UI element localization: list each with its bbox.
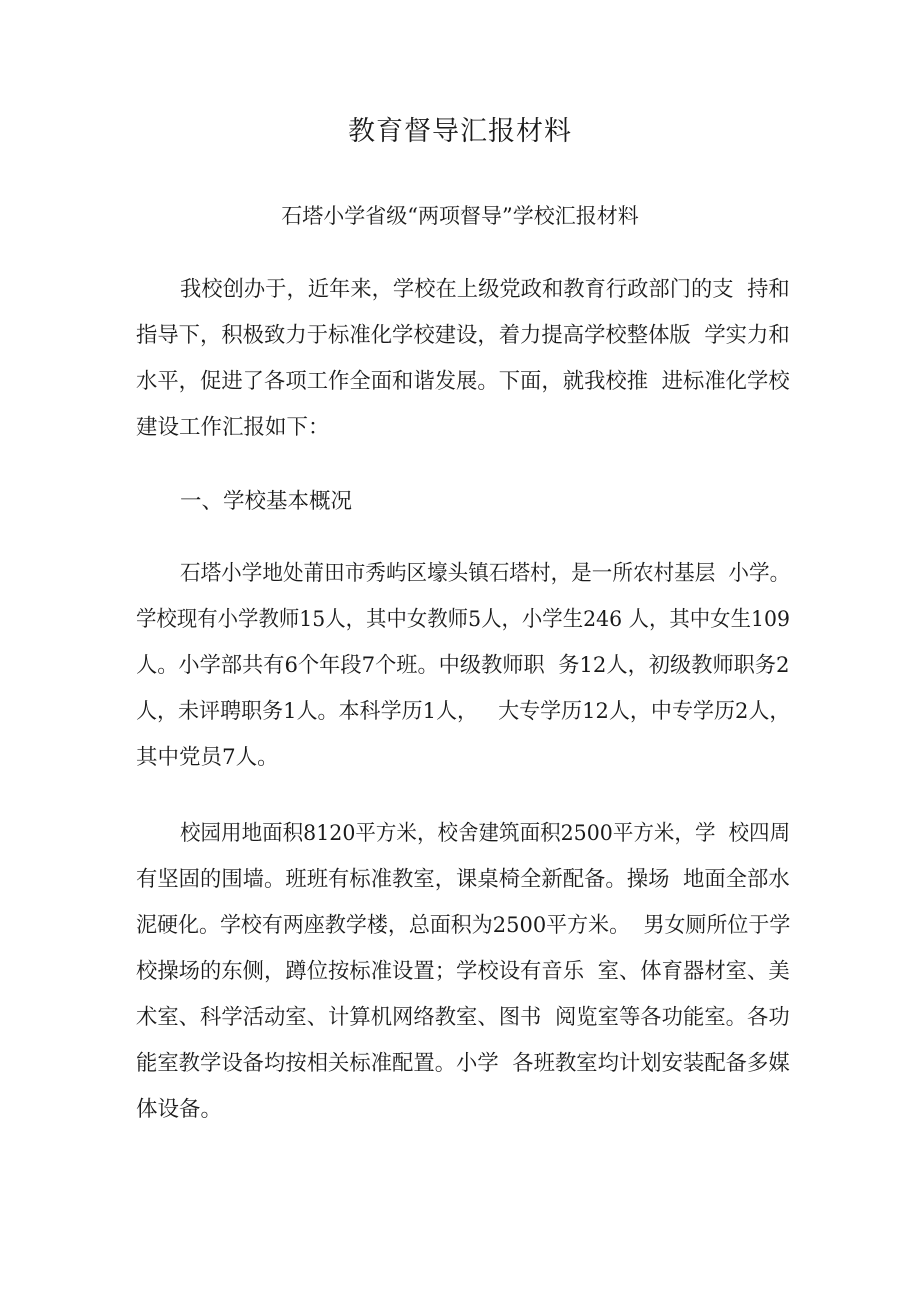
intro-line: 我校创办于，近年来，学校在上级党政和教育行政部门的支 持和 <box>180 277 790 302</box>
intro-line: 指导下，积极致力于标准化学校建设，着力提高学校整体版 学实力和 <box>136 323 790 348</box>
paragraph-line: 有坚固的围墙。班班有标准教室，课桌椅全新配备。操场 地面全部水 <box>136 867 790 892</box>
paragraph-line: 能室教学设备均按相关标准配置。小学 各班教室均计划安装配备多媒 <box>136 1051 790 1076</box>
paragraph-line: 人，未评聘职务1人。本科学历1人， 大专学历12人，中专学历2人， <box>136 699 791 724</box>
paragraph-line: 校园用地面积8120平方米，校舍建筑面积2500平方米，学 校四周 <box>180 821 791 846</box>
paragraph-line: 校操场的东侧，蹲位按标准设置；学校设有音乐 室、体育器材室、美 <box>136 959 790 984</box>
document-title: 教育督导汇报材料 <box>348 116 572 147</box>
paragraph-line: 学校现有小学教师15人，其中女教师5人，小学生246 人，其中女生109 <box>136 607 790 632</box>
paragraph-line: 泥硬化。学校有两座教学楼，总面积为2500平方米。 男女厕所位于学 <box>136 913 791 938</box>
paragraph-line: 体设备。 <box>136 1097 223 1122</box>
intro-line: 水平，促进了各项工作全面和谐发展。下面，就我校推 进标准化学校 <box>136 369 790 394</box>
section-heading: 一、学校基本概况 <box>180 489 353 514</box>
paragraph-line: 术室、科学活动室、计算机网络教室、图书 阅览室等各功能室。各功 <box>136 1005 790 1030</box>
paragraph-line: 人。小学部共有6个年段7个班。中级教师职 务12人，初级教师职务2 <box>136 653 790 678</box>
paragraph-line: 其中党员7人。 <box>136 745 279 770</box>
document-subtitle: 石塔小学省级“两项督导”学校汇报材料 <box>281 204 639 228</box>
intro-line: 建设工作汇报如下： <box>136 415 330 440</box>
paragraph-line: 石塔小学地处莆田市秀屿区壕头镇石塔村，是一所农村基层 小学。 <box>180 561 791 586</box>
